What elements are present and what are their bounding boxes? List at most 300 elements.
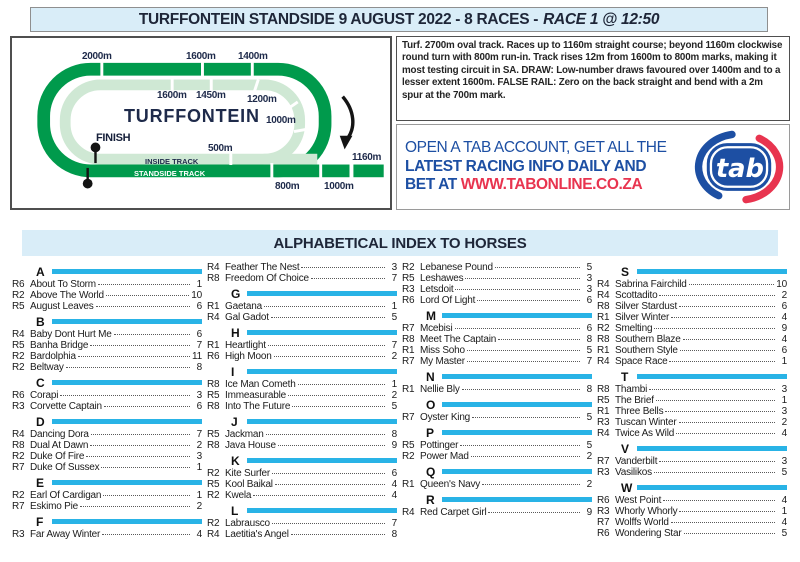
index-column-1 xyxy=(12,262,202,540)
letter-header-V xyxy=(597,443,787,454)
dot-leader xyxy=(98,284,190,285)
horse-number: 8 xyxy=(586,334,592,345)
horse-number: 8 xyxy=(391,429,397,440)
index-entry xyxy=(12,362,202,373)
letter-J: J xyxy=(231,414,238,429)
dot-leader xyxy=(482,484,580,485)
horse-name: Java House xyxy=(225,440,276,451)
horse-name: Eskimo Pie xyxy=(30,501,79,512)
race-number: R1 xyxy=(597,312,610,323)
race-number: R4 xyxy=(402,507,415,518)
race-number: R6 xyxy=(12,279,25,290)
ad-line-3 xyxy=(405,176,693,195)
race-number: R7 xyxy=(597,517,610,528)
horse-name: Thambi xyxy=(615,384,648,395)
index-entry xyxy=(12,329,202,340)
race-number: R7 xyxy=(402,412,415,423)
index-entry xyxy=(12,501,202,512)
race-number: R4 xyxy=(597,290,610,301)
tab-advert-text xyxy=(405,139,693,195)
horse-name: Sabrina Fairchild xyxy=(615,279,687,290)
letter-header-F xyxy=(12,516,202,527)
dot-leader xyxy=(253,495,385,496)
horse-name: Mcebisi xyxy=(420,323,453,334)
race-number: R1 xyxy=(597,406,610,417)
dot-leader xyxy=(288,395,385,396)
horse-name: Heartlight xyxy=(225,340,266,351)
index-entry xyxy=(207,401,397,412)
index-entry xyxy=(597,279,787,290)
letter-rule xyxy=(442,313,592,318)
index-title-bar xyxy=(22,230,778,256)
horse-name: Queen's Navy xyxy=(420,479,481,490)
tab-logo xyxy=(693,128,785,206)
race-number: R1 xyxy=(207,301,220,312)
dot-leader xyxy=(671,522,775,523)
horse-number: 6 xyxy=(391,468,397,479)
horse-number: 6 xyxy=(586,323,592,334)
letter-rule xyxy=(637,485,787,490)
dot-leader xyxy=(460,445,580,446)
horse-number: 7 xyxy=(586,356,592,367)
index-entry xyxy=(597,517,787,528)
race-number: R2 xyxy=(12,451,25,462)
index-entry xyxy=(207,262,397,273)
race-number: R3 xyxy=(597,417,610,428)
index-entry xyxy=(12,351,202,362)
race-number: R4 xyxy=(207,529,220,540)
horse-name: Beltway xyxy=(30,362,64,373)
letter-K: K xyxy=(231,453,240,468)
horse-number: 4 xyxy=(391,479,397,490)
horse-name: August Leaves xyxy=(30,301,94,312)
letter-header-C xyxy=(12,377,202,388)
letter-F: F xyxy=(36,514,44,529)
horse-name: Dual At Dawn xyxy=(30,440,89,451)
dot-leader xyxy=(679,422,776,423)
index-entry xyxy=(207,312,397,323)
letter-header-L xyxy=(207,505,397,516)
letter-rule xyxy=(247,458,397,463)
horse-name: Above The World xyxy=(30,290,104,301)
dot-leader xyxy=(78,356,190,357)
race-number: R1 xyxy=(402,479,415,490)
dot-leader xyxy=(684,533,776,534)
index-entry xyxy=(597,345,787,356)
horse-number: 1 xyxy=(196,462,202,473)
dot-leader xyxy=(498,339,580,340)
race-number: R2 xyxy=(402,451,415,462)
letter-header-B xyxy=(12,316,202,327)
horse-name: Duke Of Sussex xyxy=(30,462,100,473)
horse-number: 10 xyxy=(776,279,787,290)
horse-name: Scottadito xyxy=(615,290,658,301)
index-entry xyxy=(402,262,592,273)
dot-leader xyxy=(455,328,581,329)
letter-O: O xyxy=(426,397,436,412)
horse-number: 1 xyxy=(781,356,787,367)
dot-leader xyxy=(275,484,385,485)
horse-name: Bardolphia xyxy=(30,351,76,362)
index-entry xyxy=(597,301,787,312)
track-marker-inner-1200: 1200m xyxy=(247,94,277,105)
horse-number: 2 xyxy=(781,290,787,301)
index-entry xyxy=(402,356,592,367)
race-number: R5 xyxy=(207,479,220,490)
horse-index xyxy=(12,262,790,540)
horse-name: Red Carpet Girl xyxy=(420,507,487,518)
race-number: R2 xyxy=(12,362,25,373)
dot-leader xyxy=(680,350,775,351)
letter-header-N xyxy=(402,371,592,382)
horse-number: 1 xyxy=(196,490,202,501)
horse-name: Vanderbilt xyxy=(615,456,658,467)
letter-rule xyxy=(52,480,202,485)
track-marker-outer-1600: 1600m xyxy=(186,51,216,62)
horse-name: Southern Blaze xyxy=(615,334,681,345)
horse-number: 6 xyxy=(196,301,202,312)
index-entry xyxy=(597,506,787,517)
dot-leader xyxy=(272,473,385,474)
dot-leader xyxy=(292,406,385,407)
index-entry xyxy=(402,334,592,345)
race-number: R4 xyxy=(597,279,610,290)
index-entry xyxy=(597,356,787,367)
race-number: R5 xyxy=(597,395,610,406)
letter-rule xyxy=(52,419,202,424)
index-entry xyxy=(207,429,397,440)
dot-leader xyxy=(649,389,775,390)
horse-number: 9 xyxy=(586,507,592,518)
letter-B: B xyxy=(36,314,45,329)
horse-number: 6 xyxy=(196,401,202,412)
horse-number: 6 xyxy=(781,301,787,312)
tab-website-text: WWW.TABONLINE.CO.ZA xyxy=(460,176,643,194)
race-number: R4 xyxy=(207,262,220,273)
letter-header-A xyxy=(12,266,202,277)
horse-number: 3 xyxy=(781,384,787,395)
race-number: R2 xyxy=(207,468,220,479)
race-number: R8 xyxy=(597,334,610,345)
race-number: R5 xyxy=(207,390,220,401)
race-number-time: RACE 1 @ 12:50 xyxy=(543,10,660,28)
horse-name: The Brief xyxy=(615,395,654,406)
index-entry xyxy=(12,290,202,301)
letter-S: S xyxy=(621,264,630,279)
dot-leader xyxy=(659,461,775,462)
dot-leader xyxy=(676,433,775,434)
horse-name: My Master xyxy=(420,356,465,367)
dot-leader xyxy=(659,295,775,296)
dot-leader xyxy=(66,367,190,368)
index-entry xyxy=(597,417,787,428)
race-number: R6 xyxy=(597,528,610,539)
letter-header-R xyxy=(402,494,592,505)
index-entry xyxy=(597,290,787,301)
horse-name: Jackman xyxy=(225,429,264,440)
horse-number: 4 xyxy=(391,490,397,501)
race-number: R1 xyxy=(597,345,610,356)
race-number: R7 xyxy=(12,462,25,473)
race-number: R7 xyxy=(402,356,415,367)
track-diagram xyxy=(10,36,392,210)
index-entry xyxy=(207,351,397,362)
index-entry xyxy=(402,345,592,356)
letter-rule xyxy=(442,497,592,502)
dot-leader xyxy=(114,334,190,335)
letter-header-P xyxy=(402,427,592,438)
track-marker-bottom-1000: 1000m xyxy=(324,181,354,192)
index-entry xyxy=(402,451,592,462)
horse-name: Banha Bridge xyxy=(30,340,89,351)
horse-name: Meet The Captain xyxy=(420,334,497,345)
dot-leader xyxy=(271,317,385,318)
horse-name: West Point xyxy=(615,495,662,506)
index-entry xyxy=(597,312,787,323)
letter-rule xyxy=(247,508,397,513)
race-number: R4 xyxy=(597,356,610,367)
horse-name: Wondering Star xyxy=(615,528,682,539)
letter-rule xyxy=(247,291,397,296)
horse-number: 5 xyxy=(586,412,592,423)
horse-name: Space Race xyxy=(615,356,668,367)
letter-Q: Q xyxy=(426,464,436,479)
letter-R: R xyxy=(426,492,435,507)
race-number: R7 xyxy=(402,323,415,334)
horse-number: 11 xyxy=(192,351,202,362)
race-number: R1 xyxy=(207,340,220,351)
dot-leader xyxy=(665,411,775,412)
index-entry xyxy=(207,273,397,284)
race-number: R3 xyxy=(402,284,415,295)
index-entry xyxy=(597,467,787,478)
race-number: R2 xyxy=(12,490,25,501)
horse-name: Three Bells xyxy=(615,406,664,417)
race-number: R5 xyxy=(207,429,220,440)
finish-pin-icon xyxy=(91,143,101,153)
race-number: R8 xyxy=(207,379,220,390)
index-entry xyxy=(207,479,397,490)
letter-rule xyxy=(52,269,202,274)
letter-rule xyxy=(637,446,787,451)
index-entry xyxy=(207,340,397,351)
horse-name: Nellie Bly xyxy=(420,384,460,395)
index-entry xyxy=(597,395,787,406)
course-notes-box xyxy=(396,36,790,121)
dot-leader xyxy=(102,534,190,535)
dot-leader xyxy=(91,434,190,435)
index-title-text: ALPHABETICAL INDEX TO HORSES xyxy=(273,234,527,252)
race-number: R6 xyxy=(12,390,25,401)
index-entry xyxy=(207,390,397,401)
index-entry xyxy=(12,390,202,401)
tab-logo-text: tab xyxy=(715,154,764,185)
course-notes-text: Turf. 2700m oval track. Races up to 1160m straight course; beyond 1160m clockwise round turn with 800m run-in. Track rises 12m from 1600m to 800m marks, making it most testing circuit in SA. DRAW: Low-number draws favoured over 1400m and to a lesser extent 1600m. FALSE RAIL: Zero on the back straight and bend with a 2m spur at the 700m mark. xyxy=(402,40,783,101)
dot-leader xyxy=(101,467,190,468)
horse-name: Whorly Whorly xyxy=(615,506,678,517)
track-marker-inner-1000: 1000m xyxy=(266,115,296,126)
horse-number: 6 xyxy=(586,295,592,306)
race-number: R7 xyxy=(597,456,610,467)
horse-name: Smelting xyxy=(615,323,653,334)
race-number: R6 xyxy=(597,495,610,506)
letter-rule xyxy=(52,380,202,385)
horse-number: 2 xyxy=(781,417,787,428)
letter-E: E xyxy=(36,475,45,490)
letter-G: G xyxy=(231,286,241,301)
standside-track-label: STANDSIDE TRACK xyxy=(134,169,206,178)
dot-leader xyxy=(278,445,385,446)
horse-number: 9 xyxy=(781,323,787,334)
index-entry xyxy=(12,301,202,312)
horse-name: Feather The Nest xyxy=(225,262,300,273)
horse-number: 4 xyxy=(781,334,787,345)
dot-leader xyxy=(266,434,385,435)
horse-name: Pottinger xyxy=(420,440,459,451)
horse-name: Power Mad xyxy=(420,451,469,462)
dot-leader xyxy=(86,456,190,457)
letter-H: H xyxy=(231,325,240,340)
race-number: R6 xyxy=(402,295,415,306)
horse-number: 4 xyxy=(781,428,787,439)
index-entry xyxy=(402,440,592,451)
race-number: R4 xyxy=(12,429,25,440)
horse-number: 4 xyxy=(196,529,202,540)
horse-name: Freedom Of Choice xyxy=(225,273,309,284)
ad-line-3-prefix: BET AT xyxy=(405,176,461,194)
horse-number: 1 xyxy=(196,279,202,290)
horse-name: Silver Stardust xyxy=(615,301,678,312)
index-entry xyxy=(402,412,592,423)
index-entry xyxy=(597,495,787,506)
letter-C: C xyxy=(36,375,45,390)
dot-leader xyxy=(96,306,190,307)
race-number: R2 xyxy=(207,490,220,501)
horse-name: Gal Gadot xyxy=(225,312,269,323)
letter-T: T xyxy=(621,369,629,384)
race-number: R2 xyxy=(12,351,25,362)
race-number: R6 xyxy=(207,351,220,362)
horse-number: 5 xyxy=(586,440,592,451)
dot-leader xyxy=(311,278,385,279)
dot-leader xyxy=(60,395,190,396)
index-entry xyxy=(402,507,592,518)
letter-header-Q xyxy=(402,466,592,477)
horse-number: 2 xyxy=(586,451,592,462)
index-entry xyxy=(597,323,787,334)
dot-leader xyxy=(90,445,190,446)
race-number: R8 xyxy=(597,384,610,395)
dot-leader xyxy=(663,500,775,501)
horse-name: Into The Future xyxy=(225,401,291,412)
race-number: R5 xyxy=(12,340,25,351)
dot-leader xyxy=(462,389,580,390)
index-entry xyxy=(402,479,592,490)
dot-leader xyxy=(689,284,775,285)
race-number: R8 xyxy=(12,440,25,451)
horse-name: Lord Of Light xyxy=(420,295,476,306)
dot-leader xyxy=(467,350,580,351)
horse-number: 9 xyxy=(391,440,397,451)
dot-leader xyxy=(106,295,189,296)
race-number: R2 xyxy=(597,323,610,334)
dot-leader xyxy=(80,506,190,507)
horse-name: About To Storm xyxy=(30,279,96,290)
index-column-2 xyxy=(207,262,397,540)
index-entry xyxy=(597,384,787,395)
race-number: R8 xyxy=(207,440,220,451)
index-entry xyxy=(207,518,397,529)
dot-leader xyxy=(272,523,385,524)
horse-name: Immeasurable xyxy=(225,390,286,401)
dot-leader xyxy=(488,512,580,513)
horse-number: 1 xyxy=(781,395,787,406)
dot-leader xyxy=(268,345,385,346)
horse-number: 3 xyxy=(391,262,397,273)
tab-advert xyxy=(396,124,790,210)
index-entry xyxy=(12,429,202,440)
horse-number: 3 xyxy=(781,406,787,417)
horse-number: 7 xyxy=(196,340,202,351)
index-column-4 xyxy=(597,262,787,540)
horse-number: 5 xyxy=(391,401,397,412)
dot-leader xyxy=(455,289,580,290)
dot-leader xyxy=(477,300,580,301)
letter-N: N xyxy=(426,369,435,384)
dot-leader xyxy=(90,345,190,346)
inside-track-label: INSIDE TRACK xyxy=(145,157,199,166)
letter-W: W xyxy=(621,480,633,495)
track-name: TURFFONTEIN xyxy=(124,106,260,126)
ad-line-1: OPEN A TAB ACCOUNT, GET ALL THE xyxy=(405,139,667,157)
horse-number: 8 xyxy=(391,529,397,540)
letter-M: M xyxy=(426,308,436,323)
index-entry xyxy=(402,384,592,395)
horse-number: 5 xyxy=(586,345,592,356)
horse-name: Twice As Wild xyxy=(615,428,675,439)
track-marker-chute-1160: 1160m xyxy=(352,152,382,163)
page-header-bar xyxy=(30,7,768,32)
finish-label: FINISH xyxy=(96,132,131,144)
track-marker-inner-1450: 1450m xyxy=(196,90,226,101)
dot-leader xyxy=(301,267,385,268)
letter-header-J xyxy=(207,416,397,427)
index-entry xyxy=(207,490,397,501)
index-entry xyxy=(12,490,202,501)
horse-number: 4 xyxy=(781,495,787,506)
horse-number: 2 xyxy=(586,479,592,490)
dot-leader xyxy=(264,306,385,307)
letter-D: D xyxy=(36,414,45,429)
letter-header-W xyxy=(597,482,787,493)
race-number: R3 xyxy=(12,529,25,540)
horse-number: 3 xyxy=(196,451,202,462)
index-entry xyxy=(12,279,202,290)
horse-number: 7 xyxy=(391,273,397,284)
race-number: R5 xyxy=(402,273,415,284)
track-marker-bottom-800: 800m xyxy=(275,181,300,192)
race-number: R8 xyxy=(207,273,220,284)
finish-pin-icon xyxy=(83,179,93,189)
race-number: R2 xyxy=(12,290,25,301)
race-number: R8 xyxy=(402,334,415,345)
letter-V: V xyxy=(621,441,630,456)
dot-leader xyxy=(495,267,580,268)
dot-leader xyxy=(103,495,190,496)
horse-number: 3 xyxy=(781,456,787,467)
horse-number: 5 xyxy=(781,467,787,478)
letter-rule xyxy=(247,369,397,374)
